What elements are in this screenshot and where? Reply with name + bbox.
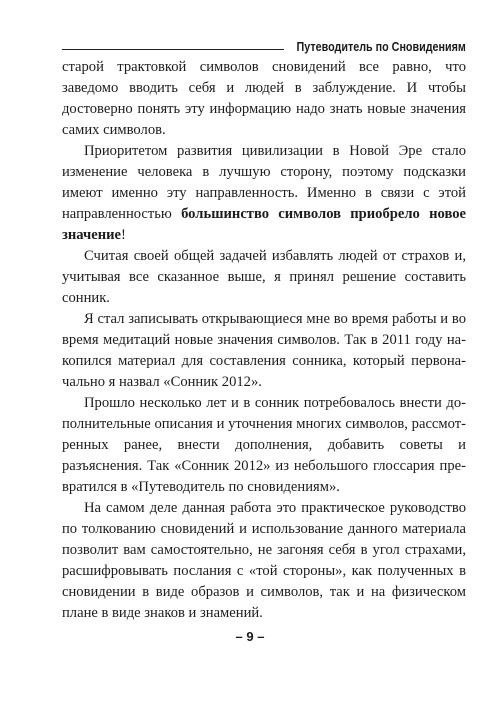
running-header — [62, 40, 466, 54]
paragraph-civilization-priority — [62, 141, 466, 246]
paragraph-text: ! — [121, 227, 126, 243]
paragraph-decision: Считая своей общей задачей избавлять людей от страхов и, учитывая все сказанное выше, я принял решение составить сонник. — [62, 248, 466, 306]
running-header-title: Путеводитель по Сновидениям — [296, 40, 466, 54]
header-rule — [62, 49, 284, 50]
paragraph-recording: Я стал записывать открывающиеся мне во время работы и во время медитаций новые значения символов. Так в 2011 году накопился материал для составления сонника, который первоначально я назвал «Сонник 2012». — [62, 311, 466, 390]
paragraph-additions: Прошло несколько лет и в сонник потребовалось внести дополнительные описания и уточнения многих символов, рассмотренных ранее, внести дополнения, добавить советы и разъяснения. Так «Сонник 2012» из небольшого глоссария превратился в «Путеводитель по сновидениям». — [62, 395, 466, 495]
body-text — [62, 57, 466, 624]
emphasis-text: большинство символов приобрело новое значение — [62, 206, 466, 243]
paragraph-practical-guide: На самом деле данная работа это практическое руководство по толкованию сновидений и использование данного материала позволит вам самостоятельно, не загоняя себя в угол страхами, расшифровывать послания с «той стороны», как полученных в сновидении в виде образов и символов, так и на физическом плане в виде знаков и знамений. — [62, 500, 466, 621]
paragraph-text: Приоритетом развития цивилизации в Новой Эре стало изменение человека в лучшую сторону, поэтому подсказки имеют именно эту направленность. Именно в связи с этой направленностью — [62, 143, 466, 222]
page-number: – 9 – — [235, 629, 265, 644]
paragraph-continuation: старой трактовкой символов сновидений все равно, что заведомо вводить себя и людей в заблуждение. И чтобы достоверно понять эту информацию надо знать новые значения самих символов. — [62, 59, 466, 138]
